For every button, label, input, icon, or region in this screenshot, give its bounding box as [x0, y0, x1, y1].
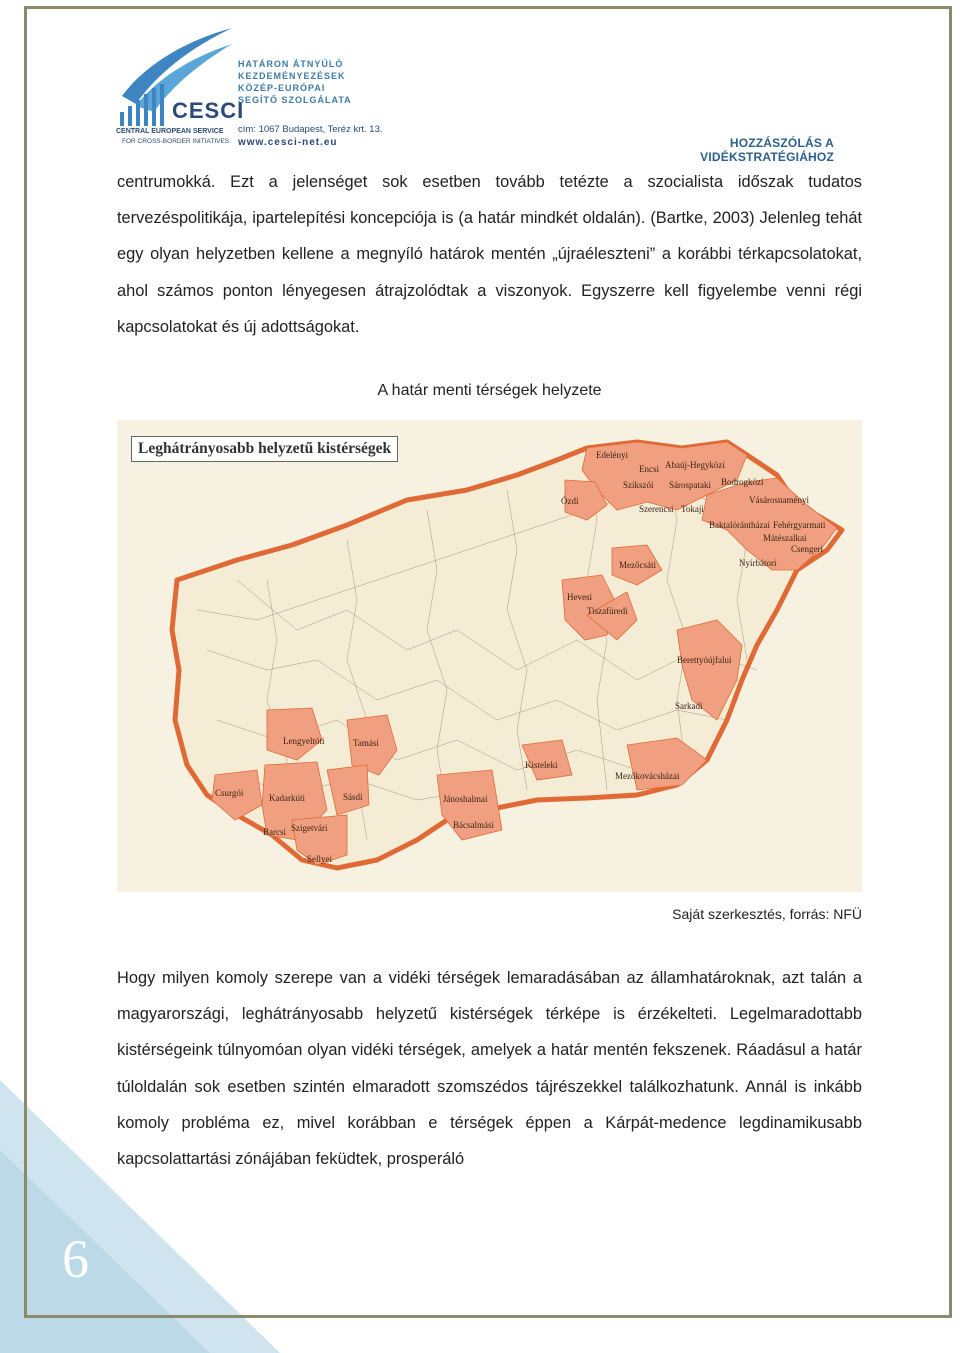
map-label: Fehérgyarmati [773, 520, 826, 530]
map-label: Hevesi [567, 592, 592, 602]
map-label: Kadarkúti [269, 793, 305, 803]
org-line: KÖZÉP-EURÓPAI [238, 83, 326, 93]
map-label: Barcsi [263, 827, 286, 837]
website-link[interactable]: www.cesci-net.eu [238, 137, 338, 148]
map-label: Sellyei [307, 854, 332, 864]
logo-name: CESCI [172, 98, 245, 123]
hungary-map [117, 420, 862, 892]
map-label: Lengyeltóti [283, 736, 325, 746]
document-title: HOZZÁSZÓLÁS A VIDÉKSTRATÉGIÁHOZ [700, 136, 834, 164]
map-label: Szigetvári [291, 823, 328, 833]
map-label: Tamási [353, 738, 379, 748]
paragraph-2: Hogy milyen komoly szerepe van a vidéki térségek lemaradásában az államhatároknak, azt talán a magyarországi, leghátrányosabb helyzetű kistérségek térképe is érzékelteti. Legelmaradottabb kistérségeink túlnyomóan olyan vidéki térségek, amelyek a határ mentén fekszenek. Ráadásul a határ túloldalán sok esetben szintén elmaradott szomszédos tájrészekkel találkozhatunk. Annál is inkább komoly probléma ez, mivel korábban e térségek éppen a Kárpát-medence legdinamikusabb kapcsolattartási zónájában feküdtek, prosperáló [117, 969, 862, 1169]
map-label: Sarkadi [675, 701, 703, 711]
map-label: Csengeri [791, 544, 823, 554]
page-number: 6 [62, 1229, 89, 1289]
map-label: Nyírbátori [739, 558, 777, 568]
map-label: Vásárosnaményi [749, 495, 809, 505]
map-figure [117, 420, 862, 892]
map-label: Edelényi [596, 450, 628, 460]
org-line: HATÁRON ÁTNYÚLÓ [238, 59, 344, 69]
map-label: Mátészalkai [763, 533, 807, 543]
map-label: Kisteleki [525, 760, 558, 770]
map-label: Szerencsi [639, 504, 674, 514]
org-name [238, 58, 352, 106]
map-label: Ózdi [561, 496, 579, 506]
map-label: Tiszafüredi [587, 606, 628, 616]
map-label: Abaúj-Hegyközi [665, 460, 725, 470]
logo-subtitle-2: FOR CROSS-BORDER INITIATIVES [122, 138, 230, 145]
map-label: Sárospataki [669, 480, 711, 490]
map-label: Bácsalmási [453, 820, 494, 830]
map-label: Tokaji [681, 504, 704, 514]
map-label: Mezőkovácsházai [615, 771, 680, 781]
map-label: Encsi [639, 464, 659, 474]
logo-subtitle: CENTRAL EUROPEAN SERVICE [116, 128, 224, 135]
map-label: Mezőcsáti [619, 560, 656, 570]
figure-caption: A határ menti térségek helyzete [377, 382, 602, 399]
cesci-logo [114, 26, 394, 154]
map-label: Bodrogközi [721, 477, 764, 487]
map-label: Berettyóújfalui [677, 655, 732, 665]
map-label: Szikszói [623, 480, 654, 490]
map-title: Leghátrányosabb helyzetű kistérségek [131, 436, 398, 462]
org-line: SEGÍTŐ SZOLGÁLATA [238, 95, 352, 105]
map-label: Sásdi [343, 792, 363, 802]
map-label: Csurgói [215, 788, 244, 798]
paragraph-1: centrumokká. Ezt a jelenséget sok esetben tovább tetézte a szocialista időszak tudatos tervezéspolitikája, ipartelepítési koncepciója is (a határ mindkét oldalán). (Bartke, 2003) Jelenleg tehát egy olyan helyzetben kellene a megnyíló határok mentén „újraéleszteni” a korábbi térkapcsolatokat, ahol számos ponton lényegesen átrajzolódtak a viszonyok. Egyszerre kell figyelembe venni régi kapcsolatokat és új adottságokat. [117, 173, 862, 336]
address: cím: 1067 Budapest, Teréz krt. 13. [238, 124, 383, 135]
map-label: Jánoshalmai [443, 794, 488, 804]
map-label: Baktalórántházai [709, 520, 770, 530]
org-line: KEZDEMÉNYEZÉSEK [238, 71, 346, 81]
figure-source: Saját szerkesztés, forrás: NFÜ [672, 906, 862, 922]
